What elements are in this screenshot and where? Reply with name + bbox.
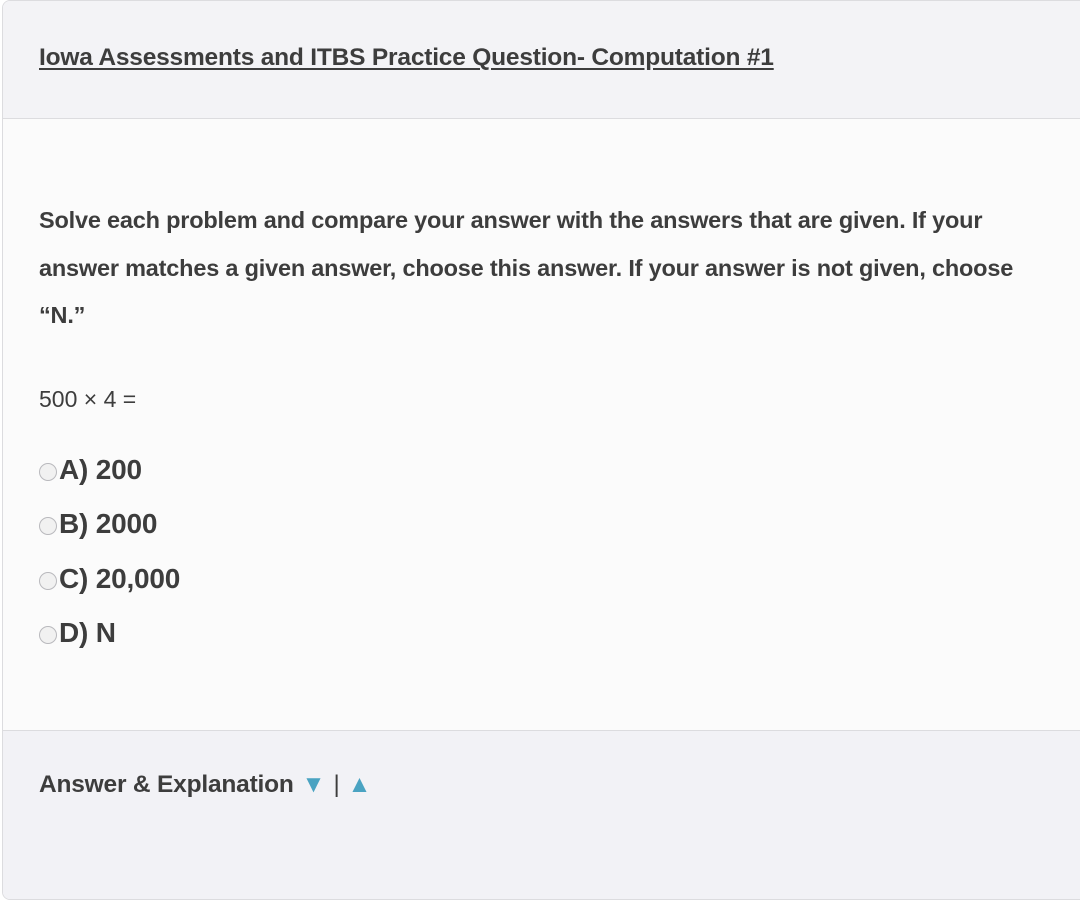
instructions-text: Solve each problem and compare your answer with the answers that are given. If your answer matches a given answer, choose this answer. If your answer is not given, choose “N.” bbox=[39, 207, 1014, 328]
card-body bbox=[3, 119, 1080, 730]
radio-button[interactable] bbox=[39, 517, 57, 535]
radio-button[interactable] bbox=[39, 626, 57, 644]
expand-triangle-icon[interactable]: ▼ bbox=[301, 771, 326, 798]
option-a[interactable] bbox=[39, 443, 1051, 498]
radio-button[interactable] bbox=[39, 572, 57, 590]
answer-explanation-label: Answer & Explanation bbox=[39, 771, 294, 798]
option-label: D) N bbox=[59, 617, 116, 649]
option-label: C) 20,000 bbox=[59, 562, 181, 594]
separator: | bbox=[333, 771, 340, 798]
question-title-link[interactable]: Iowa Assessments and ITBS Practice Question- Computation #1 bbox=[39, 44, 774, 71]
answer-explanation-toggle bbox=[39, 771, 1080, 799]
answer-options bbox=[39, 443, 1051, 661]
card-footer bbox=[3, 730, 1080, 900]
collapse-triangle-icon[interactable]: ▲ bbox=[347, 771, 372, 798]
radio-button[interactable] bbox=[39, 463, 57, 481]
question-card bbox=[2, 0, 1080, 900]
option-label: A) 200 bbox=[59, 453, 142, 485]
option-c[interactable] bbox=[39, 552, 1051, 607]
card-header bbox=[3, 1, 1080, 119]
option-b[interactable] bbox=[39, 497, 1051, 552]
option-d[interactable] bbox=[39, 606, 1051, 661]
question-text: 500 × 4 = bbox=[39, 385, 137, 412]
option-label: B) 2000 bbox=[59, 508, 158, 540]
